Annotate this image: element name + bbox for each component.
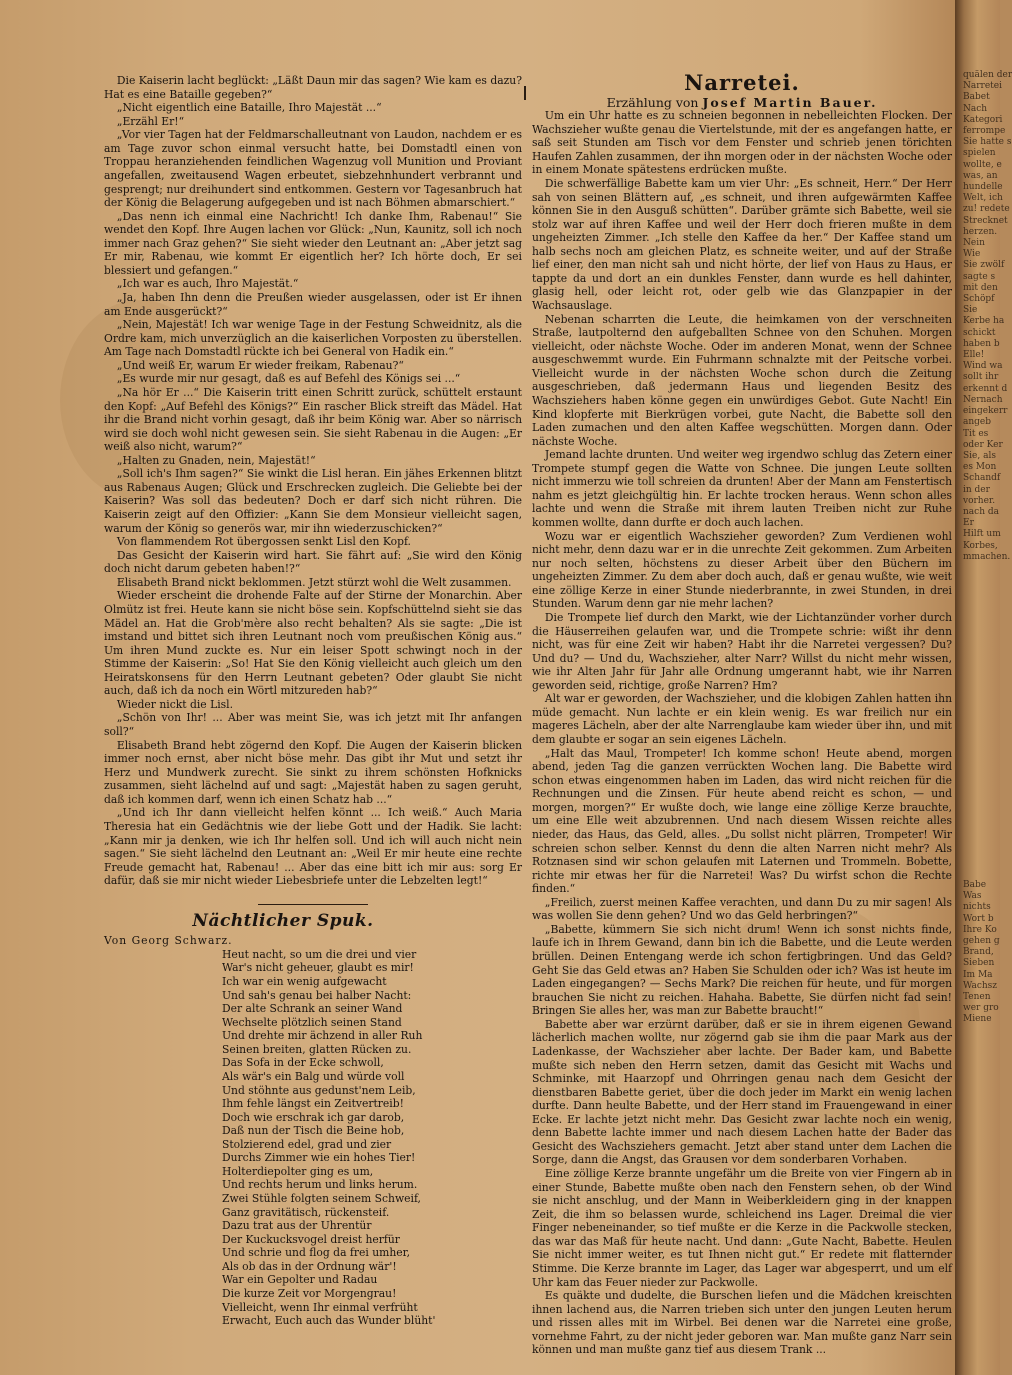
left-column-text <box>104 74 522 888</box>
poem-line: Doch wie erschrak ich gar darob, <box>222 1110 405 1124</box>
edge-text-line: Nernach <box>963 394 1003 405</box>
edge-text-line: es Mon <box>963 462 997 473</box>
paragraph: Elisabeth Brand nickt beklommen. Jetzt stürzt wohl die Welt zusammen. <box>116 575 512 589</box>
poem-line: Die kurze Zeit vor Morgengrau! <box>222 1286 397 1300</box>
paragraph: „Und ich Ihr dann vielleicht helfen könnt ... Ich weiß.“ Auch Maria Theresia hat ein Gedächtnis wie der liebe Gott und der Hadik. Sie lacht: „Kann mir ja denken, wie ich Ihr helfen soll. Und ich will auch nicht nein sagen.“ Sie sieht lächelnd den Leutnant an: „Weil Er mir heute eine rechte Freude gemacht hat, Rabenau! ... Aber das eine bitt ich mir aus: sorg Er dafür, daß sie mir nicht wieder Liebesbriefe unter die Lebzelten legt!“ <box>104 806 522 888</box>
poem-line: Und stöhnte aus gedunst'nem Leib, <box>222 1083 416 1097</box>
edge-text-line: Wie <box>963 249 981 260</box>
paragraph: Babette aber war erzürnt darüber, daß er sie in ihrem eigenen Gewand lächerlich machen wollte, nur zögernd gab sie ihm die paar Mark aus der Ladenkasse, der Wachszieher aber lachte. Der Bader kam, und Babette mußte sich neben den Herrn setzen, damit das Gesicht mit Wachs und Schminke, mit Haarzopf und Ohrringen genau nach dem Gesicht der dienstbaren Babette geriet, über die doch jeder im Markt ein wenig lachen durfte. Dann heulte Babette, und der Herr stand im Frauengewand in einer Ecke. Er lachte jetzt nicht mehr. Das Gesicht zwar lachte noch ein wenig, denn Babette lachte immer und nach diesem Lachen hatte der Bader das Gesicht des Wachsziehers gemacht. Jetzt aber stand unter dem Lachen die Sorge, dann die Angst, das Grausen vor dem sonderbaren Vorhaben. <box>532 1017 952 1167</box>
paragraph: „Soll ich's Ihm sagen?“ Sie winkt die Lisl heran. Ein jähes Erkennen blitzt aus Rabenaus Augen; Glück und Erschrecken zugleich. Die Geliebte bei der Kaiserin? Was soll das bedeuten? Doch er darf sich nicht rühren. Die Kaiserin zeigt auf den Offizier: „Kann Sie dem Monsieur vielleicht sagen, warum der König so generös war, mir ihn wiederzuschicken?“ <box>104 467 522 535</box>
edge-text-line: Nein <box>963 238 985 249</box>
edge-text-line: Sie <box>963 305 978 316</box>
edge-text-line: Wind wa <box>963 361 1003 372</box>
edge-text-line: eingekerr <box>963 406 1008 417</box>
edge-text-line: nach da <box>963 506 999 517</box>
story-author: Josef Martin Bauer. <box>702 94 878 110</box>
edge-text-line: sagte s <box>963 271 996 282</box>
edge-text-line: vorher. <box>963 495 996 506</box>
poem-line: Und rechts herum und links herum. <box>222 1178 418 1192</box>
edge-text-line: Brand, <box>963 947 994 958</box>
edge-text-line: Miene <box>963 1014 992 1025</box>
section-divider <box>258 904 368 905</box>
edge-text-line: Schandf <box>963 473 1001 484</box>
paragraph: Alt war er geworden, der Wachszieher, und die klobigen Zahlen hatten ihn müde gemacht. Nun lachte er ein klein wenig. Es war freilich nur ein mageres Lächeln, aber der alte Narrenglaube kam wieder über ihn, und mit dem glaubte er sogar an sein eigenes Lächeln. <box>532 692 952 746</box>
paragraph: „Erzähl Er!“ <box>116 114 185 128</box>
edge-text-line: was, an <box>963 170 998 181</box>
edge-text-line: nichts <box>963 902 991 913</box>
edge-text-line: in der <box>963 484 990 495</box>
adjacent-page-edge <box>955 0 1012 1375</box>
poem-line: Wechselte plötzlich seinen Stand <box>222 1015 402 1029</box>
poem-line: Und schrie und flog da frei umher, <box>222 1246 411 1260</box>
edge-text-line: Narretei <box>963 81 1002 92</box>
paragraph: Die Kaiserin lacht beglückt: „Läßt Daun mir das sagen? Wie kam es dazu? Hat es eine Bataille gegeben?“ <box>104 74 522 101</box>
paragraph: „Ja, haben Ihn denn die Preußen wieder ausgelassen, oder ist Er ihnen am Ende ausgerückt?“ <box>104 291 522 318</box>
poem-line: War's nicht geheuer, glaubt es mir! <box>222 961 414 975</box>
edge-text-line: Ihre Ko <box>963 924 997 935</box>
paragraph: „Vor vier Tagen hat der Feldmarschalleutnant von Laudon, nachdem er es am Tage zuvor schon einmal versucht hatte, bei Domstadtl einen von Troppau heranziehenden feindlichen Wagenzug voll Munition und Proviant angefallen, zweitausend Wagen erbeutet, siebzehnhundert verbrannt und gesprengt; nur dreihundert sind entkommen. Gestern vor Tagesanbruch hat der König die Belagerung aufgegeben und ist nach Böhmen abmarschiert.“ <box>104 128 522 210</box>
poem-line: Erwacht, Euch auch das Wunder blüht' <box>222 1314 436 1328</box>
edge-text-line: Er <box>963 518 974 529</box>
edge-text-line: Sieben <box>963 958 995 969</box>
poem-line: Seinen breiten, glatten Rücken zu. <box>222 1042 412 1056</box>
edge-text-line: Hilft um <box>963 529 1001 540</box>
poem-line: Zwei Stühle folgten seinem Schweif, <box>222 1192 421 1205</box>
paragraph: Wozu war er eigentlich Wachszieher geworden? Zum Verdienen wohl nicht mehr, denn dazu war er in die unrechte Zeit gekommen. Zum Arbeiten nur noch selten, höchstens zu dieser Arbeit über den Büchern im ungeheizten Zimmer. Zu dem aber doch auch, daß er genau wußte, wie weit eine zöllige Kerze in einer Stunde niederbrannte, in zwei Stunden, in drei Stunden. Warum denn gar nie mehr lachen? <box>532 529 952 611</box>
right-column <box>532 70 952 1357</box>
edge-text-line: zu! redete <box>963 204 1010 215</box>
edge-text-line: herzen. <box>963 226 998 237</box>
poem-line: War ein Gepolter und Radau <box>222 1273 378 1287</box>
edge-text-line: oder Ker <box>963 439 1003 450</box>
edge-text-line: mmachen. <box>963 551 1011 562</box>
edge-text-line: wollte, e <box>963 159 1002 170</box>
poem-line: Stolzierend edel, grad und zier <box>222 1137 392 1151</box>
paragraph: „Ich war es auch, Ihro Majestät.“ <box>116 277 299 291</box>
edge-text-line: Im Ma <box>963 969 993 980</box>
edge-text-line: hundelle <box>963 182 1003 193</box>
edge-text-line: sollt ihr <box>963 372 999 383</box>
edge-text-line: Sie hatte s <box>963 137 1012 148</box>
edge-text-line: mit den <box>963 282 998 293</box>
poem-line: Der alte Schrank an seiner Wand <box>222 1002 403 1016</box>
poem-line: Ich war ein wenig aufgewacht <box>222 975 387 988</box>
edge-text-line: Schöpf <box>963 294 995 305</box>
paragraph: „Das nenn ich einmal eine Nachricht! Ich danke Ihm, Rabenau!“ Sie wendet den Kopf. Ihre Augen lachen vor Glück: „Nun, Kaunitz, soll ich noch immer nach Graz gehen?“ Sie sieht wieder den Leutnant an: „Aber jetzt sag Er mir, Rabenau, wie kommt Er eigentlich her? Ich hörte doch, Er sei blessiert und gefangen.“ <box>104 209 522 277</box>
paragraph: „Und weiß Er, warum Er wieder freikam, Rabenau?“ <box>116 358 404 372</box>
paragraph: Von flammendem Rot übergossen senkt Lisl den Kopf. <box>116 535 411 549</box>
paragraph: Wieder erscheint die drohende Falte auf der Stirne der Monarchin. Aber Olmütz ist frei. Heute kann sie nicht böse sein. Kopfschüttelnd sieht sie das Mädel an. Hat die Grob'mère also recht behalten? Als sie sagte: „Die ist imstand und bittet sich ihren Leutnant noch vom preußischen König aus.“ Um ihren Mund zuckte es. Nur ein leiser Spott schwingt noch in der Stimme der Kaiserin: „So! Hat Sie den König vielleicht auch gleich um den Heiratskonsens für den Herrn Leutnant gebeten? Oder glaubt Sie nicht auch, daß ich da noch ein Wörtl mitzureden hab?“ <box>104 589 522 698</box>
edge-text-line: erkennt d <box>963 383 1008 394</box>
poem-line: Ihm fehle längst ein Zeitvertreib! <box>222 1097 404 1111</box>
story-subtitle-prefix: Erzählung von <box>606 94 699 110</box>
edge-text-line: Sie, als <box>963 450 996 461</box>
paragraph: Um ein Uhr hatte es zu schneien begonnen in nebelleichten Flocken. Der Wachszieher wußte genau die Viertelstunde, mit der es angefangen hatte, er saß seit Stunden am Tisch vor dem Fenster und schrieb jenen törichten Haufen Zahlen zusammen, der ihn morgen oder in der nächsten Woche oder in einem Monate spätestens erdrücken mußte. <box>532 109 952 177</box>
paragraph: „Nicht eigentlich eine Bataille, Ihro Majestät ...“ <box>116 101 382 115</box>
adjacent-page-text-bottom <box>955 880 1000 1026</box>
poem-line: Daß nun der Tisch die Beine hob, <box>222 1124 405 1138</box>
paragraph: „Es wurde mir nur gesagt, daß es auf Befehl des Königs sei ...“ <box>116 372 461 386</box>
edge-text-line: Was <box>963 891 982 902</box>
edge-text-line: schickt <box>963 327 996 338</box>
edge-text-line: Kerbe ha <box>963 316 1005 327</box>
story-subtitle <box>532 96 952 110</box>
poem-line: Vielleicht, wenn Ihr einmal verfrüht <box>222 1300 418 1314</box>
edge-text-line: Nach <box>963 103 988 114</box>
poem-line: Ganz gravitätisch, rückensteif. <box>222 1205 390 1219</box>
edge-text-line: angeb <box>963 417 992 428</box>
edge-text-line: Strecknet <box>963 215 1008 226</box>
paragraph: „Halt das Maul, Trompeter! Ich komme schon! Heute abend, morgen abend, jeden Tag die ganzen verrückten Wochen lang. Die Babette wird schon etwas eingenommen haben im Laden, das wird nicht reichen für die Rechnungen und die Zinsen. Für heute abend reicht es schon, — und morgen, morgen?“ Er wußte doch, wie lange eine zöllige Kerze brauchte, um eine Elle weit abzubrennen. Und nach diesem Wissen reichte alles nieder, das Haus, das Geld, alles. „Du sollst nicht plärren, Trompeter! Wir schreien schon selber. Kennst du denn die alten Narren nicht mehr? Als Rotznasen sind wir schon gelaufen mit Laternen und Trommeln. Bobette, richte mir etwas her für die Narretei! Was? Du wirfst schon die Rechte finden.“ <box>532 746 952 896</box>
edge-text-line: Tenen <box>963 992 991 1003</box>
paragraph: Das Gesicht der Kaiserin wird hart. Sie fährt auf: „Sie wird den König doch nicht darum gebeten haben!?“ <box>104 548 522 576</box>
paragraph: „Freilich, zuerst meinen Kaffee verachten, und dann Du zu mir sagen! Als was wollen Sie denn gehen? Und wo das Geld herbringen?“ <box>532 895 952 923</box>
poem-line: Das Sofa in der Ecke schwoll, <box>222 1056 384 1070</box>
poem-body <box>222 948 522 1328</box>
paragraph: „Halten zu Gnaden, nein, Majestät!“ <box>116 453 316 467</box>
edge-text-line: wer gro <box>963 1003 999 1014</box>
edge-text-line: Wachsz <box>963 980 998 991</box>
poem-line: Als ob das in der Ordnung wär'! <box>222 1259 397 1273</box>
edge-text-line: haben b <box>963 338 1000 349</box>
paragraph: Die schwerfällige Babette kam um vier Uhr: „Es schneit, Herr.“ Der Herr sah von seinen Blättern auf, „es schneit, und ihren aufgewärmten Kaffee können Sie in den Ausguß schütten“. Darüber grämte sich Babette, weil sie stolz war auf ihren Kaffee und weil der Herr doch frieren mußte in dem ungeheizten Zimmer. „Ich stelle den Kaffee da her.“ Der Kaffee stand um halb sechs noch am gleichen Platz, es schneite weiter, und auf der Straße lief einer, den man nicht sah und nicht hörte, der lief von Haus zu Haus, er tappte da und dort an ein dunkles Fenster, dann wurde es hell dahinter, glasig hell, oder leicht rot, oder gelb wie das Glanzpapier in der Wachsauslage. <box>532 176 952 312</box>
poem-title: Nächtlicher Spuk. <box>192 910 374 931</box>
poem-line: Und sah's genau bei halber Nacht: <box>222 988 412 1002</box>
edge-text-line: spielen <box>963 148 996 159</box>
paragraph: Es quäkte und dudelte, die Burschen liefen und die Mädchen kreischten ihnen lachend aus, die Narren trieben sich unter den jungen Leuten herum und rissen alles mit im Wirbel. Bei denen war die Narretei eine große, vornehme Fahrt, zu der nicht jeder geboren war. Man mußte ganz Narr sein können und man mußte ganz tief aus diesem Trank ... <box>532 1289 952 1357</box>
paragraph: Eine zöllige Kerze brannte ungefähr um die Breite von vier Fingern ab in einer Stunde, Babette mußte oben nach den Fenstern sehen, ob der Wind sie nicht anschlug, und der Mann in Weiberkleidern ging in der knappen Zeit, die ihm so belassen wurde, schleichend ins Lager. Dreimal die vier Finger nebeneinander, so tief mußte er die Kerze in die Packwolle stecken, das war das Maß für heute nacht. Und dann: „Gute Nacht, Babette. Heulen Sie nicht immer weiter, es tut Ihnen nicht gut.“ Er redete mit flatternder Stimme. Die Kerze brannte im Lager, das Lager war abgesperrt, und um elf Uhr kam das Feuer nieder zur Packwolle. <box>532 1167 952 1289</box>
poem-line: Heut nacht, so um die drei und vier <box>222 947 417 961</box>
edge-text-line: Wort b <box>963 913 994 924</box>
poem-line: Als wär's ein Balg und würde voll <box>222 1069 405 1083</box>
poem-line: Der Kuckucksvogel dreist herfür <box>222 1232 400 1246</box>
poem-author: Von Georg Schwarz. <box>104 934 233 948</box>
edge-text-line: Korbes, <box>963 540 998 551</box>
paragraph: Jemand lachte drunten. Und weiter weg irgendwo schlug das Zetern einer Trompete stumpf gegen die Watte von Schnee. Die jungen Leute sollten nicht immerzu wie toll schreien da drunten! Aber der Mann am Fenstertisch nahm es jetzt gleichgültig hin. Er lachte trocken heraus. Wenn schon alles lachte und wenn die Straße mit ihrem lauten Treiben nicht zur Ruhe kommen wollte, dann durfte er doch auch lachen. <box>532 448 952 529</box>
poem-line: Und drehte mir ächzend in aller Ruh <box>222 1029 423 1043</box>
edge-text-line: Babet <box>963 92 990 103</box>
left-column <box>104 74 522 1328</box>
paragraph: „Nein, Majestät! Ich war wenige Tage in der Festung Schweidnitz, als die Ordre kam, mich unverzüglich an die kaiserlichen Vorposten zu überstellen. Am Tage nach Domstadtl rückte ich bei General von Hadik ein.“ <box>104 318 522 359</box>
paragraph: Die Trompete lief durch den Markt, wie der Lichtanzünder vorher durch die Häuserreihen gelaufen war, und die Trompete schrie: wißt ihr denn nicht, was für eine Zeit wir haben? Habt ihr die Narretei vergessen? Du? Und du? — Und du, Wachszieher, alter Narr? Willst du nicht mehr wissen, wie ihr Alten Jahr für Jahr alle Ordnung umgerannt habt, wie ihr Narren geworden seid, richtige, große Narren? Hm? <box>532 610 952 692</box>
edge-text-line: Sie zwölf <box>963 260 1005 271</box>
edge-text-line: Babe <box>963 880 987 890</box>
story-body <box>532 109 952 1357</box>
poem-line: Holterdiepolter ging es um, <box>222 1164 374 1178</box>
edge-text-line: Kategori <box>963 114 1003 125</box>
paragraph: „Babette, kümmern Sie sich nicht drum! Wenn ich sonst nichts finde, laufe ich in Ihrem Gewand, dann bin ich die Babette, und die Leute werden brüllen. Deinen Entengang werde ich schon fertigbringen. Und das Geld? Geht Sie das Geld etwas an? Haben Sie Schulden oder ich? Was ist heute im Laden eingegangen? — Sechs Mark? Die reichen für heute, und für morgen brauchen Sie nicht zu reichen. Hahaha. Babette, Sie dürfen nicht fad sein! Bringen Sie alles her, was man zur Babette braucht!“ <box>532 922 952 1018</box>
poem-line: Dazu trat aus der Uhrentür <box>222 1219 372 1233</box>
paragraph: Elisabeth Brand hebt zögernd den Kopf. Die Augen der Kaiserin blicken immer noch ernst, aber nicht böse mehr. Das gibt ihr Mut und setzt ihr Herz und Mundwerk zurecht. Sie sinkt zu ihrem schönsten Hofknicks zusammen, sieht lächelnd auf und sagt: „Majestät haben zu sagen geruht, daß ich kommen darf, wenn ich einen Schatz hab ...“ <box>104 738 522 806</box>
edge-text-line: gehen g <box>963 936 1000 947</box>
story-title: Narretei. <box>684 70 800 95</box>
paragraph: Nebenan scharrten die Leute, die heimkamen von der verschneiten Straße, lautpolternd den aufgeballten Schnee von den Schuhen. Morgen vielleicht, oder nächste Woche. Oder im anderen Monat, wenn der Schnee ausgeschwemmt wurde. Ein Fuhrmann schnalzte mit der Peitsche vorbei. Vielleicht wurde in der nächsten Woche schon durch die Zeitung ausgeschrieben, daß jedermann Haus und liegenden Besitz des Wachsziehers haben könne gegen ein unwürdiges Gebot. Gute Nacht! Ein Kind klopferte mit Bierkrügen vorbei, gute Nacht, die Babette soll den Laden zumachen und den alten Kaffee wegschütten. Morgen dann. Oder nächste Woche. <box>532 312 952 448</box>
paragraph: Wieder nickt die Lisl. <box>116 697 234 711</box>
column-divider-mark <box>524 86 526 100</box>
edge-text-line: Elle! <box>963 350 985 361</box>
adjacent-page-text-top <box>955 70 1012 563</box>
edge-text-line: Tit es <box>963 428 989 439</box>
poem-line: Durchs Zimmer wie ein hohes Tier! <box>222 1151 416 1165</box>
paragraph: „Na hör Er ...“ Die Kaiserin tritt einen Schritt zurück, schüttelt erstaunt den Kopf: „Auf Befehl des Königs?“ Ein rascher Blick streift das Mädel. Hat ihr die Brand nicht vorhin gesagt, daß ihr beim König war. Aber so närrisch wird sie doch wohl nicht gewesen sein. Sie sieht Rabenau in die Augen: „Er weiß also nicht, warum?“ <box>104 385 522 454</box>
edge-text-line: Welt, ich <box>963 193 1003 204</box>
edge-text-line: ferrompe <box>963 126 1006 137</box>
paragraph: „Schön von Ihr! ... Aber was meint Sie, was ich jetzt mit Ihr anfangen soll?“ <box>104 711 522 738</box>
edge-text-line: quälen der <box>963 70 1012 80</box>
